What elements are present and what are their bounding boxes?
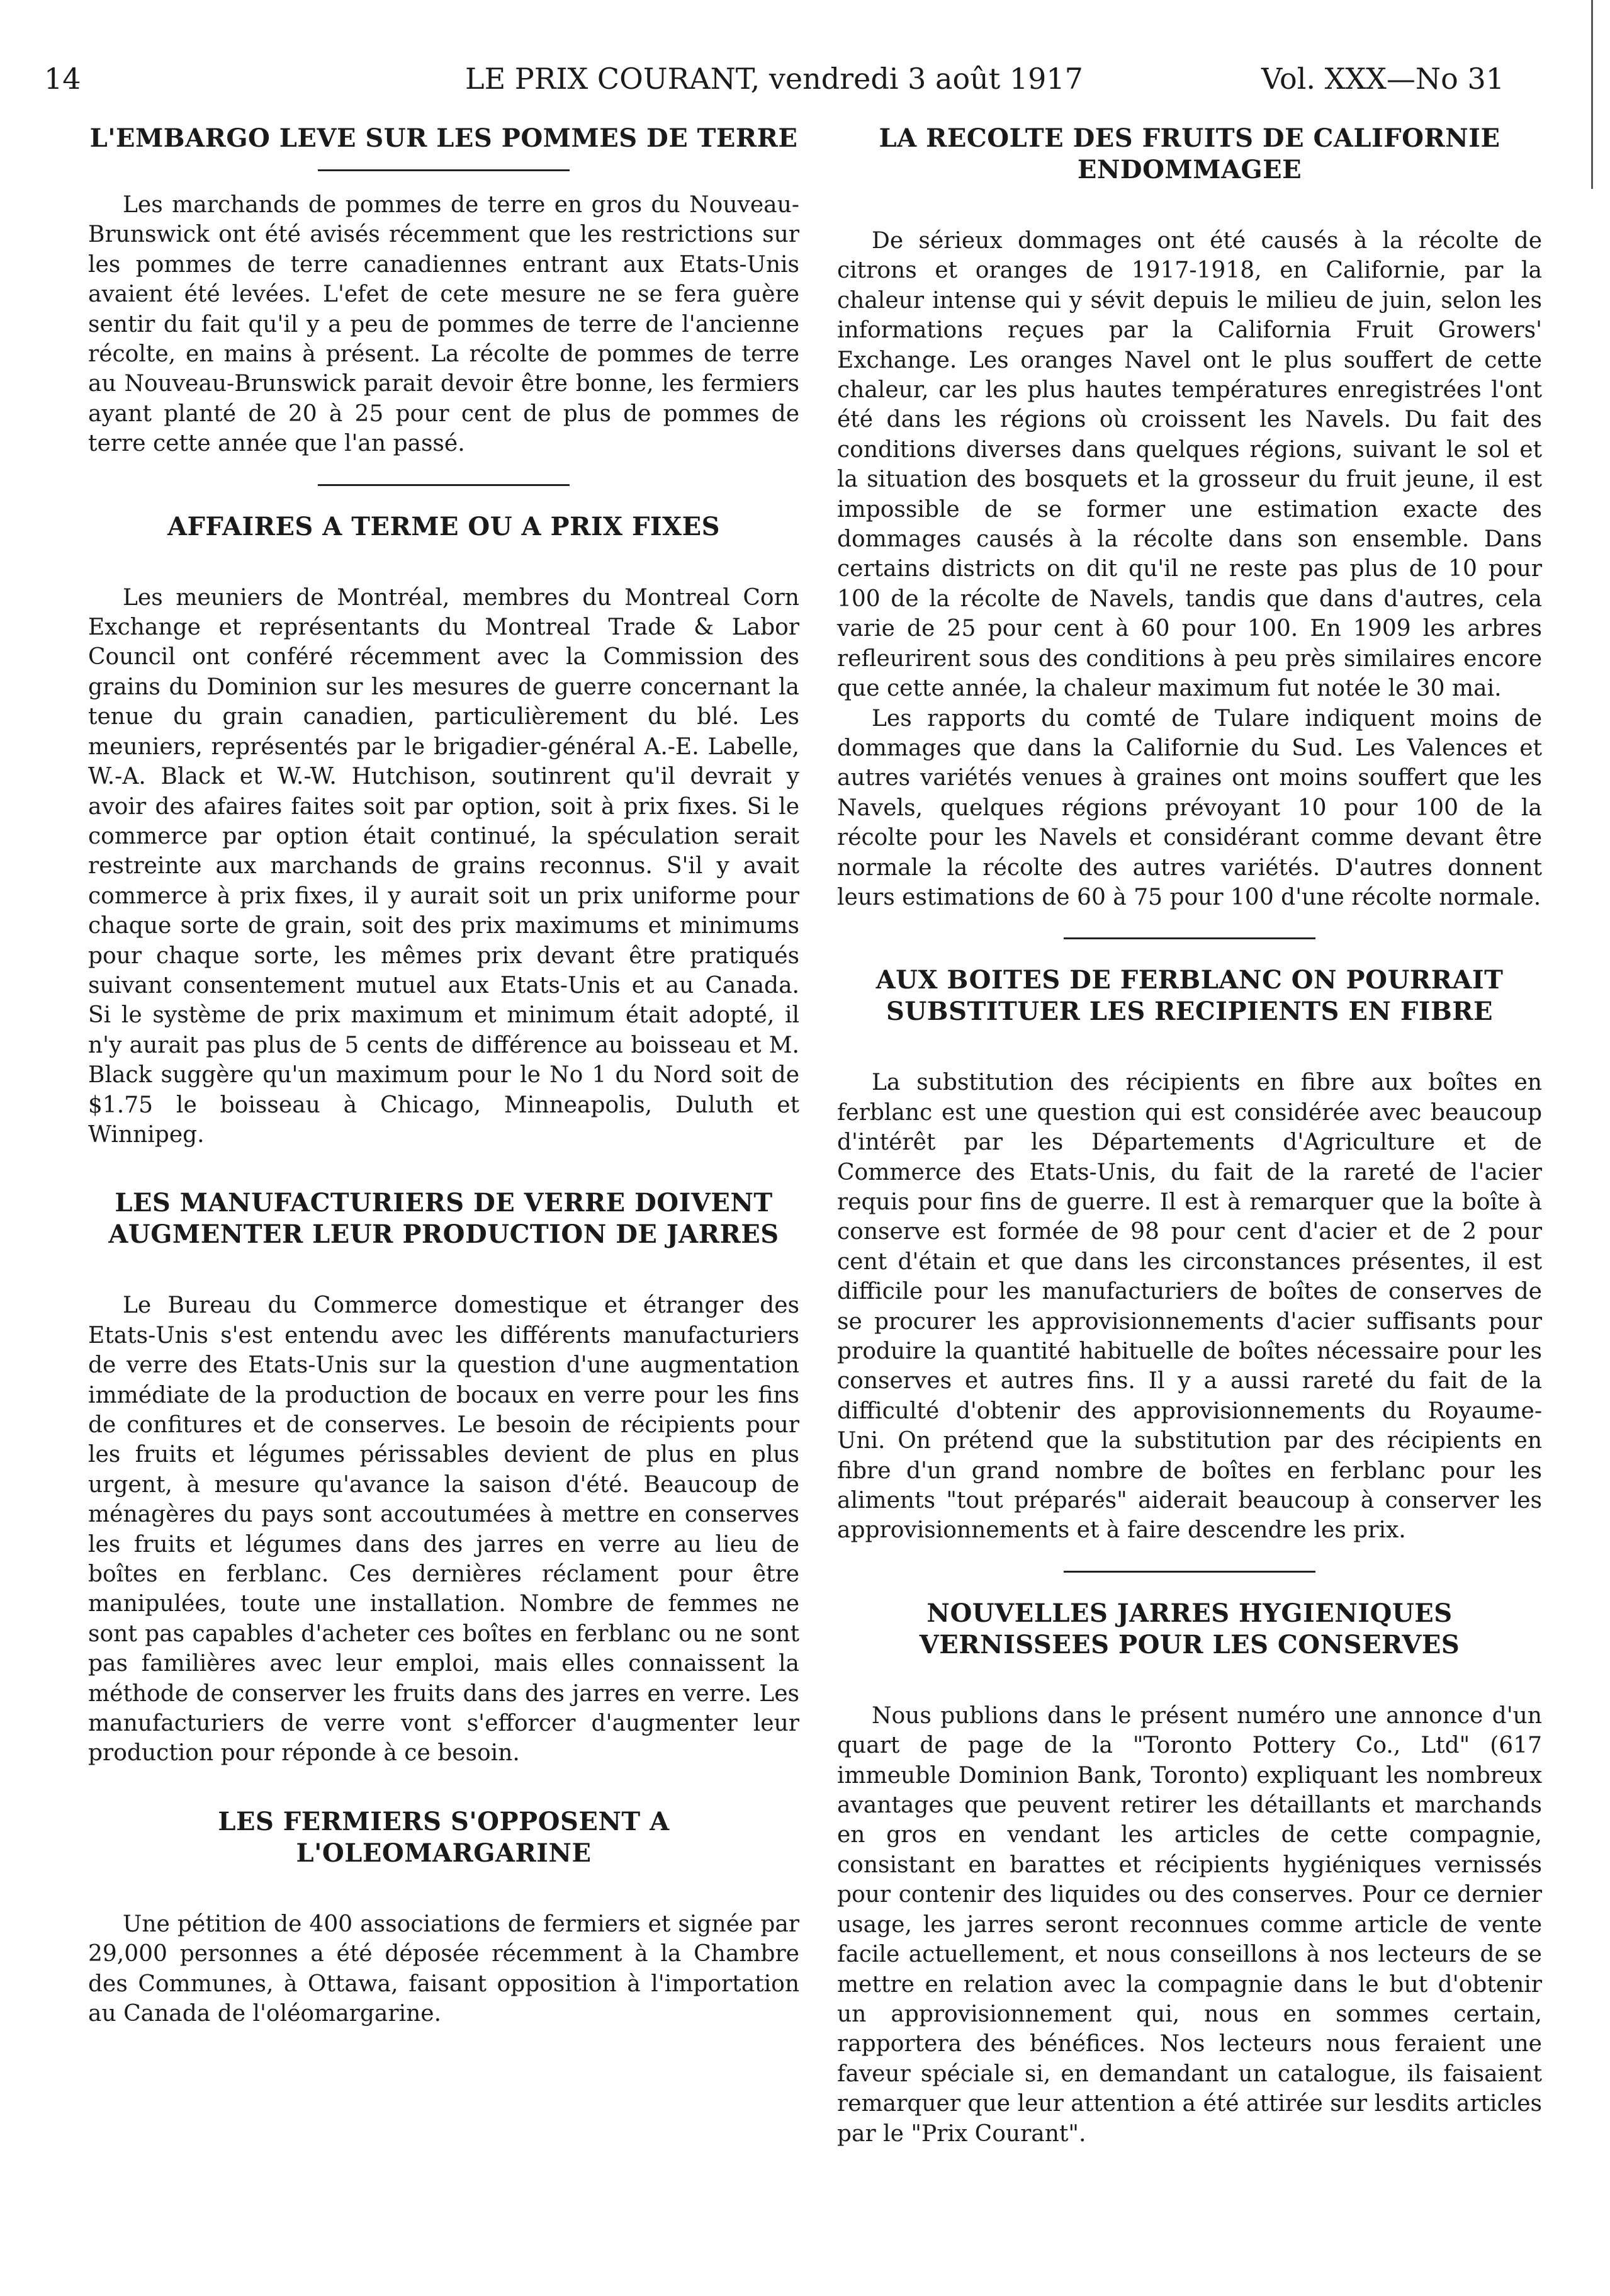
article-fermiers-oleomargarine [88,1806,799,2029]
headline-rule [318,169,570,171]
article-headline: LA RECOLTE DES FRUITS DE CALIFORNIE ENDOMMAGEE [879,123,1500,184]
article-headline: LES MANUFACTURIERS DE VERRE DOIVENT AUGMENTER LEUR PRODUCTION DE JARRES [108,1188,779,1250]
article-headline: AUX BOITES DE FERBLANC ON POURRAIT SUBSTITUER LES RECIPIENTS EN FIBRE [875,965,1504,1027]
article-headline: LES FERMIERS S'OPPOSENT A L'OLEOMARGARINE [218,1806,670,1868]
article-paragraph: Les marchands de pommes de terre en gros du Nouveau-Brunswick ont été avisés récemment que les restrictions sur les pommes de terre canadiennes entrant aux Etats-Unis avaient été levées. L'efet de cete mesure ne se fera guère sentir du fait qu'il y a peu de pommes de terre de l'ancienne récolte, en mains à présent. La récolte de pommes de terre au Nouveau-Brunswick parait devoir être bonne, les fermiers ayant planté de 20 à 25 pour cent de plus de pommes de terre cette année que l'an passé. [88,192,799,457]
article-paragraph: Nous publions dans le présent numéro une annonce d'un quart de page de la "Toronto Pottery Co., Ltd" (617 immeuble Dominion Bank, Toronto) expliquant les nombreux avantages que peuvent retirer les détaillants et marchands en gros en vendant les articles de cette compagnie, consistant en barattes et récipients hygiéniques vernissés pour contenir des liquides ou des conserves. Pour ce dernier usage, les jarres seront reconnues comme article de vente facile actuellement, et nous conseillons à nos lecteurs de se mettre en relation avec la compagnie dans le but d'obtenir un approvisionnement qui, nous en sommes certain, rapportera des bénéfices. Nos lecteurs nous feraient une faveur spéciale si, en demandant un catalogue, ils faisaient remarquer que leur attention a été attirée sur lesdits articles par le "Prix Courant". [837,1702,1542,2147]
article-paragraph: Le Bureau du Commerce domestique et étranger des Etats-Unis s'est entendu avec les différents manufacturiers de verre des Etats-Unis sur la question d'une augmentation immédiate de la production de bocaux en verre pour les fins de confitures et de conserves. Le besoin de récipients pour les fruits et légumes périssables devient de plus en plus urgent, à mesure qu'avance la saison d'été. Beaucoup de ménagères du pays sont accoutumées à mettre en conserves les fruits et légumes dans des jarres en verre au lieu de boîtes en ferblanc. Ces dernières réclament pour être manipulées, toute une installation. Nombre de femmes ne sont pas capables d'acheter ces boîtes en ferblanc ou ne sont pas familières avec leur emploi, mais elles connaissent la méthode de conserver les fruits dans des jarres en verre. Les manufacturiers de verre vont s'efforcer d'augmenter leur production pour réponde à ce besoin. [88,1292,799,1767]
right-column [837,123,1542,2149]
volume-number: Vol. XXX—No 31 [1261,62,1504,96]
section-divider [1064,1571,1315,1573]
page-number: 14 [44,62,81,96]
article-paragraph: Une pétition de 400 associations de fermiers et signée par 29,000 personnes a été déposée récemment à la Chambre des Communes, à Ottawa, faisant opposition à l'importation au Canada de l'oléomargarine. [88,1911,799,2027]
article-headline: NOUVELLES JARRES HYGIENIQUES VERNISSEES POUR LES CONSERVES [919,1598,1460,1660]
article-paragraph: De sérieux dommages ont été causés à la récolte de citrons et oranges de 1917-1918, en Californie, par la chaleur intense qui y sévit depuis le milieu de juin, selon les informations reçues par la California Fruit Growers' Exchange. Les oranges Navel ont le plus souffert de cette chaleur, car les plus hautes températures enregistrées l'ont été dans les régions où croissent les Navels. Du fait des conditions diverses dans quelques régions, suivant le sol et la situation des bosquets et la grosseur du fruit jeune, il est impossible de se former une estimation exacte des dommages causés à la récolte dans son ensemble. Dans certains districts on dit qu'il ne reste pas plus de 10 pour 100 de la récolte de Navels, tandis que dans d'autres, cela varie de 25 pour cent à 60 pour 100. En 1909 les arbres refleurirent sous des conditions à peu près similaires encore que cette année, la chaleur maximum fut notée le 30 mai. [837,228,1542,702]
article-paragraph: La substitution des récipients en fibre aux boîtes en ferblanc est une question qui est considérée avec beaucoup d'intérêt par les Départements d'Agriculture et de Commerce des Etats-Unis, du fait de la rareté de l'acier requis pour fins de guerre. Il est à remarquer que la boîte à conserve est formée de 98 pour cent d'acier et de 2 pour cent d'étain et que dans les circonstances présentes, il est difficile pour les manufacturiers de boîtes de conserves de se procurer les approvisionnements d'acier suffisants pour produire la quantité habituelle de boîtes nécessaire pour les conserves et autres fins. Il y a aussi rareté du fait de la difficulté d'obtenir des approvisionnements du Royaume-Uni. On prétend que la substitution par des récipients en fibre d'un grand nombre de boîtes en ferblanc pour les aliments "tout préparés" aiderait beaucoup à conserver les approvisionnements et à faire descendre les prix. [837,1070,1542,1544]
article-headline: L'EMBARGO LEVE SUR LES POMMES DE TERRE [89,123,798,153]
margin-line [1591,0,1593,189]
article-paragraph: Les rapports du comté de Tulare indiquent moins de dommages que dans la Californie du Sud. Les Valences et autres variétés venues à graines ont moins souffert que les Navels, quelques régions prévoyant 10 pour 100 de la récolte pour les Navels et considérant comme devant être normale la récolte des autres variétés. D'autres donnent leurs estimations de 60 à 75 pour 100 d'une récolte normale. [837,705,1542,910]
article-recolte-californie [837,123,1542,912]
section-divider [1064,937,1315,939]
article-affaires-a-terme [88,511,799,1150]
article-manufacturiers-verre [88,1187,799,1768]
article-paragraph: Les meuniers de Montréal, membres du Montreal Corn Exchange et représentants du Montreal Trade & Labor Council ont conféré récemment avec la Commission des grains du Dominion sur les mesures de guerre concernant la tenue du grain canadien, particulièrement du blé. Les meuniers, représentés par le brigadier-général A.-E. Labelle, W.-A. Black et W.-W. Hutchison, soutinrent qu'il devrait y avoir des afaires faites soit par option, soit à prix fixes. Si le commerce par option était continué, la spéculation serait restreinte aux marchands de grains reconnus. S'il y avait commerce à prix fixes, il y aurait soit un prix uniforme pour chaque sorte de grain, soit des prix maximums et minimums pour chaque sorte, les mêmes prix devant être pratiqués suivant consentement mutuel aux Etats-Unis et au Canada. Si le système de prix maximum et minimum était adopté, il n'y aurait pas plus de 5 cents de différence au boisseau et M. Black suggère qu'un maximum pour le No 1 du Nord soit de $1.75 le boisseau à Chicago, Minneapolis, Duluth et Winnipeg. [88,584,799,1148]
section-divider [318,484,570,486]
article-embargo [88,123,799,459]
article-jarres-hygieniques [837,1598,1542,2149]
left-column [88,123,799,2029]
article-boites-ferblanc [837,964,1542,1546]
article-headline: AFFAIRES A TERME OU A PRIX FIXES [167,511,721,541]
publication-title: LE PRIX COURANT, vendredi 3 août 1917 [465,62,1083,96]
page-header [44,54,1504,104]
